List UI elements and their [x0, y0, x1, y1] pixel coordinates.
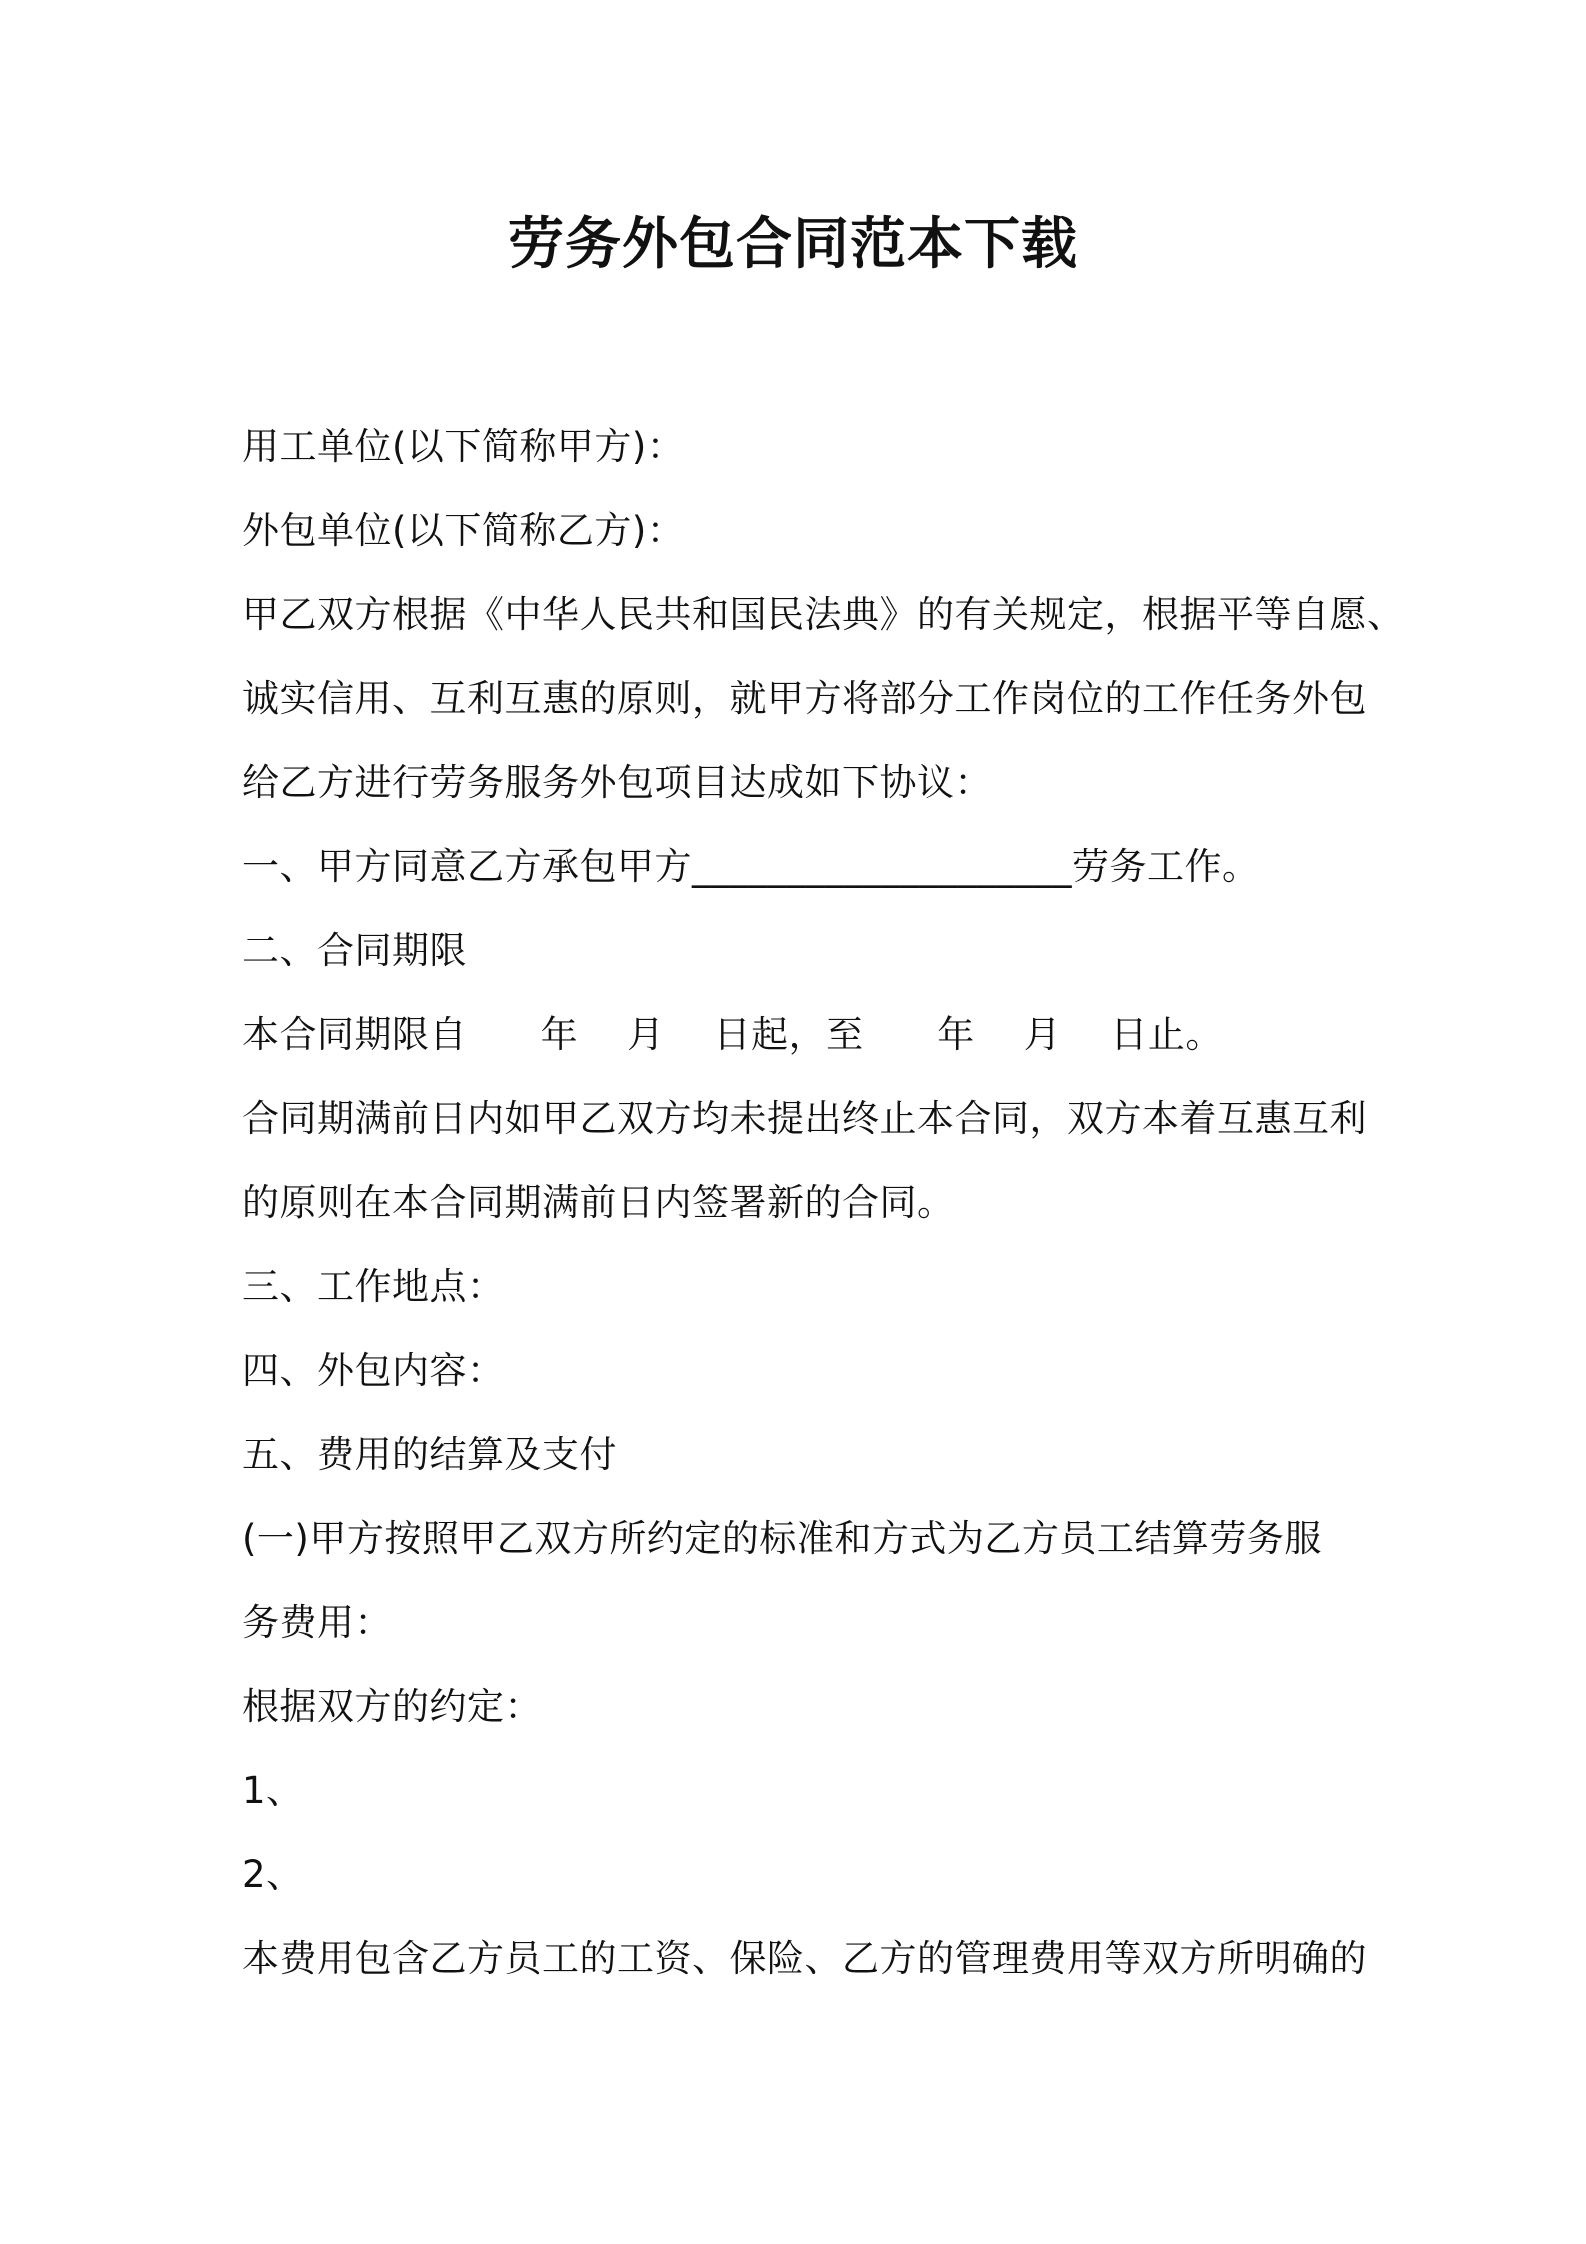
- clause-1-line: 一、甲方同意乙方承包甲方____________________劳务工作。: [242, 845, 1260, 888]
- contract-period-line: 本合同期限自 年 月 日起，至 年 月 日止。: [242, 1013, 1223, 1056]
- item-1-line: 1、: [242, 1769, 304, 1812]
- settlement-line-1: (一)甲方按照甲乙双方所约定的标准和方式为乙方员工结算劳务服: [242, 1517, 1322, 1560]
- clause-5-heading: 五、费用的结算及支付: [242, 1433, 617, 1476]
- agreement-line: 根据双方的约定：: [242, 1685, 542, 1728]
- preamble-line-2: 诚实信用、互利互惠的原则，就甲方将部分工作岗位的工作任务外包: [242, 677, 1367, 720]
- preamble-line-3: 给乙方进行劳务服务外包项目达成如下协议：: [242, 761, 992, 804]
- fee-scope-line: 本费用包含乙方员工的工资、保险、乙方的管理费用等双方所明确的: [242, 1937, 1367, 1980]
- preamble-line-1: 甲乙双方根据《中华人民共和国民法典》的有关规定，根据平等自愿、: [242, 593, 1405, 636]
- clause-2-heading: 二、合同期限: [242, 929, 467, 972]
- renewal-line-2: 的原则在本合同期满前日内签署新的合同。: [242, 1181, 955, 1224]
- document-title: 劳务外包合同范本下载: [508, 212, 1078, 277]
- settlement-line-2: 务费用：: [242, 1601, 392, 1644]
- item-2-line: 2、: [242, 1853, 304, 1896]
- renewal-line-1: 合同期满前日内如甲乙双方均未提出终止本合同，双方本着互惠互利: [242, 1097, 1367, 1140]
- party-a-line: 用工单位(以下简称甲方)：: [242, 425, 685, 468]
- document-body: [242, 405, 1405, 2001]
- clause-3-heading: 三、工作地点：: [242, 1265, 505, 1308]
- party-b-line: 外包单位(以下简称乙方)：: [242, 509, 685, 552]
- clause-4-heading: 四、外包内容：: [242, 1349, 505, 1392]
